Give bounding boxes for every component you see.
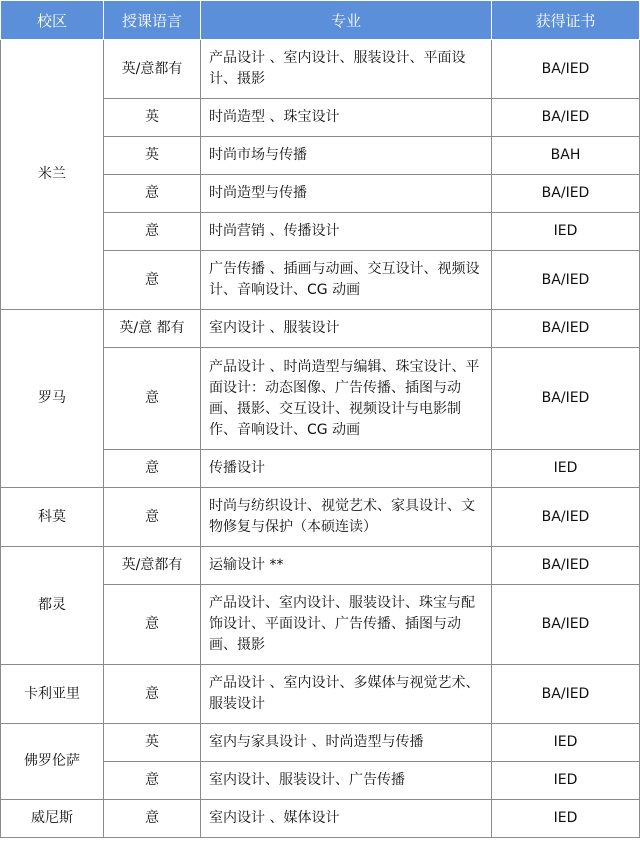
major-cell: 传播设计: [201, 450, 492, 488]
major-cell: 时尚营销 、传播设计: [201, 213, 492, 251]
header-row: [1, 1, 640, 40]
major-cell: 室内设计 、服装设计: [201, 310, 492, 348]
campus-cell: 佛罗伦萨: [1, 724, 104, 800]
major-cell: 室内与家具设计 、时尚造型与传播: [201, 724, 492, 762]
language-cell: 意: [104, 800, 201, 838]
certificate-cell: BA/IED: [492, 488, 640, 547]
campus-cell: 米兰: [1, 40, 104, 310]
certificate-cell: BA/IED: [492, 175, 640, 213]
certificate-cell: BAH: [492, 137, 640, 175]
header-certificate: 获得证书: [492, 1, 640, 40]
major-cell: 产品设计 、室内设计、服装设计、平面设计、摄影: [201, 40, 492, 99]
campus-cell: 罗马: [1, 310, 104, 488]
language-cell: 英/意都有: [104, 40, 201, 99]
table-row: [1, 310, 640, 348]
certificate-cell: IED: [492, 724, 640, 762]
major-cell: 室内设计 、媒体设计: [201, 800, 492, 838]
certificate-cell: IED: [492, 800, 640, 838]
language-cell: 意: [104, 762, 201, 800]
header-language: 授课语言: [104, 1, 201, 40]
certificate-cell: BA/IED: [492, 585, 640, 665]
table-row: [1, 488, 640, 547]
major-cell: 时尚造型与传播: [201, 175, 492, 213]
certificate-cell: BA/IED: [492, 348, 640, 450]
language-cell: 意: [104, 348, 201, 450]
certificate-cell: BA/IED: [492, 99, 640, 137]
campus-cell: 都灵: [1, 547, 104, 665]
language-cell: 英/意都有: [104, 547, 201, 585]
major-cell: 产品设计、室内设计、服装设计、珠宝与配饰设计、平面设计、广告传播、插图与动画、摄影: [201, 585, 492, 665]
campus-cell: 科莫: [1, 488, 104, 547]
table-row: [1, 800, 640, 838]
major-cell: 时尚市场与传播: [201, 137, 492, 175]
language-cell: 意: [104, 213, 201, 251]
language-cell: 英: [104, 137, 201, 175]
table-row: [1, 547, 640, 585]
language-cell: 英: [104, 99, 201, 137]
major-cell: 时尚与纺织设计、视觉艺术、家具设计、文物修复与保护（本硕连读）: [201, 488, 492, 547]
major-cell: 时尚造型 、珠宝设计: [201, 99, 492, 137]
campus-cell: 威尼斯: [1, 800, 104, 838]
language-cell: 英: [104, 724, 201, 762]
certificate-cell: IED: [492, 450, 640, 488]
certificate-cell: BA/IED: [492, 665, 640, 724]
language-cell: 意: [104, 450, 201, 488]
language-cell: 意: [104, 665, 201, 724]
header-major: 专业: [201, 1, 492, 40]
certificate-cell: BA/IED: [492, 251, 640, 310]
table-row: [1, 665, 640, 724]
major-cell: 广告传播 、插画与动画、交互设计、视频设计、音响设计、CG 动画: [201, 251, 492, 310]
major-cell: 室内设计、服装设计、广告传播: [201, 762, 492, 800]
table-row: [1, 724, 640, 762]
certificate-cell: IED: [492, 762, 640, 800]
major-cell: 产品设计 、时尚造型与编辑、珠宝设计、平面设计：动态图像、广告传播、插图与动画、摄影、交互设计、视频设计与电影制作、音响设计、CG 动画: [201, 348, 492, 450]
language-cell: 意: [104, 175, 201, 213]
major-cell: 运输设计 **: [201, 547, 492, 585]
language-cell: 意: [104, 488, 201, 547]
language-cell: 英/意 都有: [104, 310, 201, 348]
language-cell: 意: [104, 585, 201, 665]
table-row: [1, 40, 640, 99]
certificate-cell: BA/IED: [492, 547, 640, 585]
major-cell: 产品设计 、室内设计、多媒体与视觉艺术、服装设计: [201, 665, 492, 724]
language-cell: 意: [104, 251, 201, 310]
certificate-cell: BA/IED: [492, 310, 640, 348]
certificate-cell: IED: [492, 213, 640, 251]
campus-cell: 卡利亚里: [1, 665, 104, 724]
certificate-cell: BA/IED: [492, 40, 640, 99]
header-campus: 校区: [1, 1, 104, 40]
